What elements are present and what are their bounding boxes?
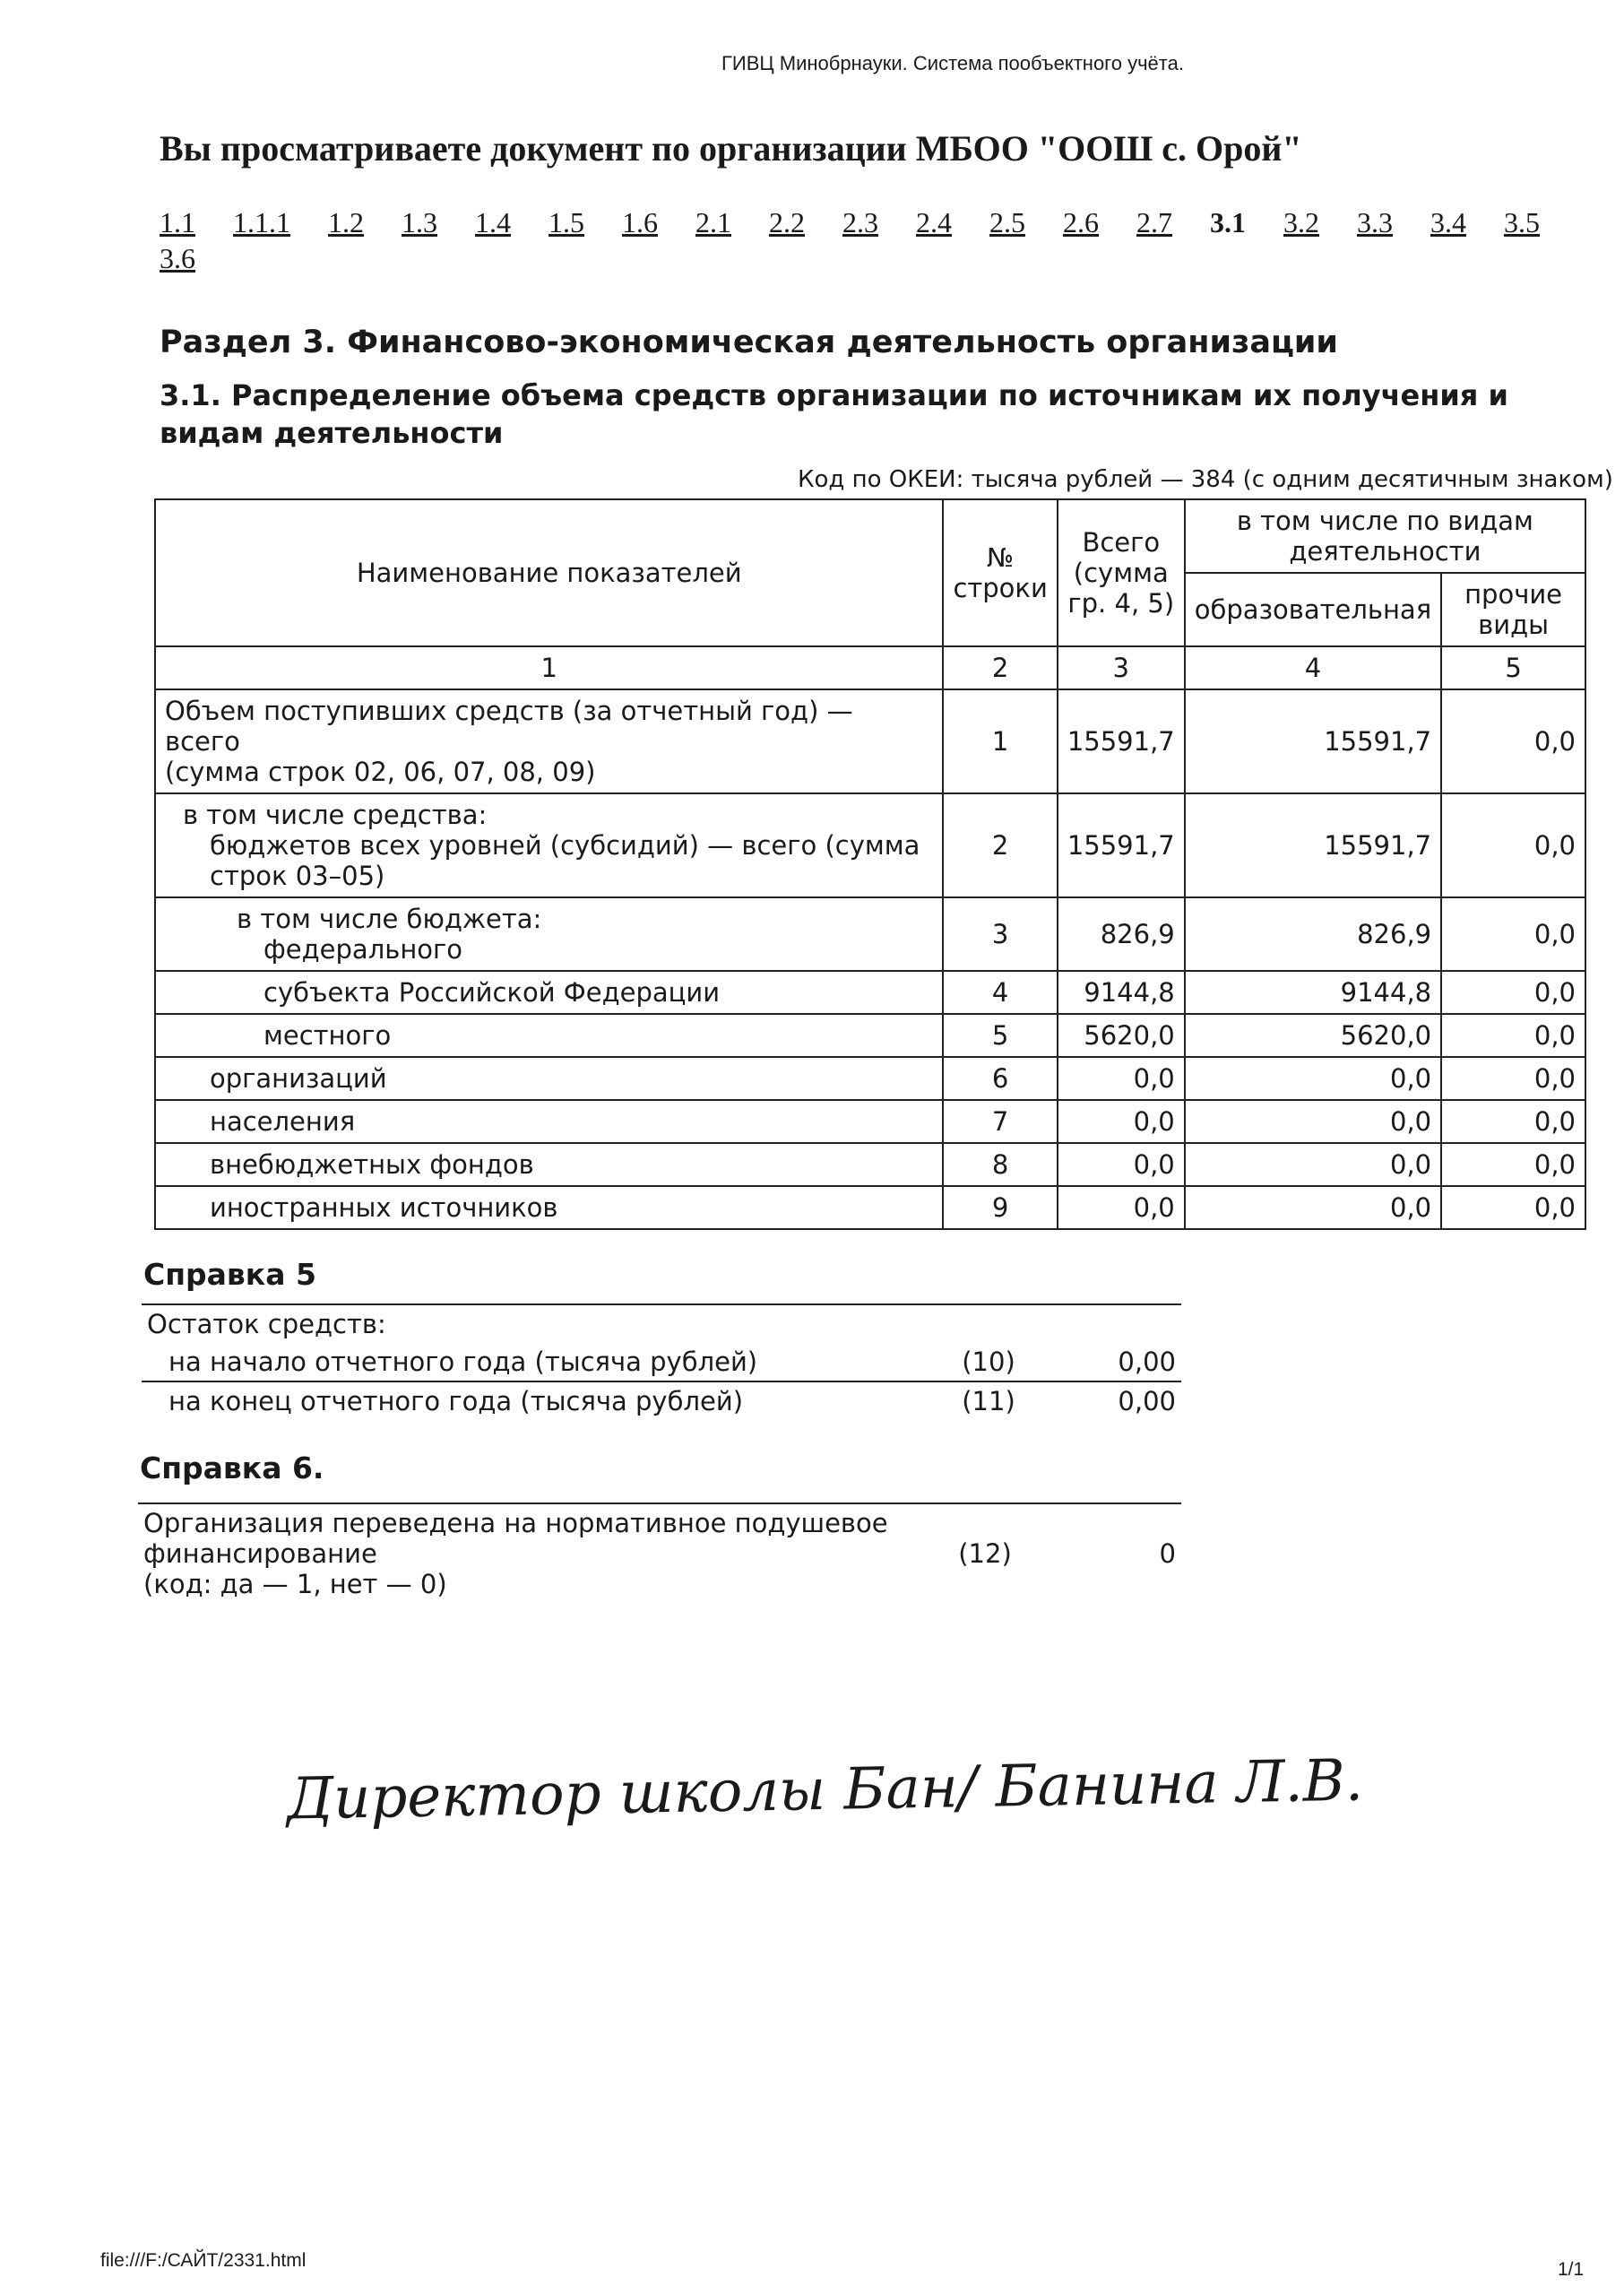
row-educational: 826,9 <box>1185 897 1441 971</box>
table-row <box>155 1057 1585 1100</box>
row-name <box>155 1143 943 1186</box>
row-other: 0,0 <box>1441 793 1585 897</box>
ref6-line: финансирование <box>143 1538 377 1569</box>
section-link-1-6[interactable]: 1.6 <box>622 206 658 238</box>
row-number: 4 <box>943 971 1057 1014</box>
header-by-activity: в том числе по видам деятельности <box>1185 499 1585 573</box>
section-links <box>160 204 1594 276</box>
header-name: Наименование показателей <box>155 499 943 646</box>
row-name-line: федерального <box>263 934 463 965</box>
ref6-text <box>138 1503 918 1603</box>
col-number: 3 <box>1058 646 1185 689</box>
row-total: 15591,7 <box>1058 793 1185 897</box>
row-name-line: внебюджетных фондов <box>210 1149 534 1180</box>
ref5-title: Справка 5 <box>143 1257 316 1292</box>
table-row <box>155 971 1585 1014</box>
section-link-1-2[interactable]: 1.2 <box>328 206 364 238</box>
row-name <box>155 1186 943 1229</box>
table-row <box>155 689 1585 793</box>
section-link-2-3[interactable]: 2.3 <box>842 206 878 238</box>
row-number: 3 <box>943 897 1057 971</box>
system-header: ГИВЦ Минобрнауки. Система пообъектного учёта. <box>721 52 1184 74</box>
footer-file-path: file:///F:/САЙТ/2331.html <box>100 2250 307 2271</box>
section-link-1-4[interactable]: 1.4 <box>475 206 511 238</box>
section-link-3-1[interactable]: 3.1 <box>1210 206 1246 238</box>
row-name-line: в том числе бюджета: <box>237 904 542 934</box>
handwritten-signature: Директор школы Бан/ Банина Л.В. <box>286 1747 1364 1833</box>
col-number: 5 <box>1441 646 1585 689</box>
ref5-table <box>142 1303 1181 1420</box>
section-link-3-2[interactable]: 3.2 <box>1283 206 1319 238</box>
row-name <box>155 897 943 971</box>
row-name <box>155 689 943 793</box>
table-row <box>155 1186 1585 1229</box>
section-link-1-1-1[interactable]: 1.1.1 <box>233 206 290 238</box>
section-link-2-4[interactable]: 2.4 <box>916 206 952 238</box>
table-row <box>155 1014 1585 1057</box>
section-link-2-1[interactable]: 2.1 <box>695 206 731 238</box>
ref5-value: 0,00 <box>1056 1381 1181 1420</box>
row-total: 5620,0 <box>1058 1014 1185 1057</box>
section-link-1-1[interactable]: 1.1 <box>160 206 195 238</box>
footer-page-number: 1/1 <box>1558 2259 1585 2280</box>
row-number: 2 <box>943 793 1057 897</box>
header-total: Всего (сумма гр. 4, 5) <box>1058 499 1185 646</box>
ref6-line: (код: да — 1, нет — 0) <box>143 1569 447 1599</box>
row-total: 0,0 <box>1058 1100 1185 1143</box>
row-name <box>155 1100 943 1143</box>
row-name <box>155 1057 943 1100</box>
table-row <box>155 1100 1585 1143</box>
ref5-heading: Остаток средств: <box>142 1304 1181 1343</box>
ref6-table <box>138 1503 1181 1603</box>
row-number: 9 <box>943 1186 1057 1229</box>
ref6-row <box>138 1503 1181 1603</box>
section-link-3-4[interactable]: 3.4 <box>1430 206 1466 238</box>
row-educational: 0,0 <box>1185 1057 1441 1100</box>
row-total: 826,9 <box>1058 897 1185 971</box>
row-total: 0,0 <box>1058 1186 1185 1229</box>
row-total: 15591,7 <box>1058 689 1185 793</box>
ref6-title: Справка 6. <box>140 1451 324 1485</box>
row-total: 0,0 <box>1058 1057 1185 1100</box>
row-educational: 15591,7 <box>1185 689 1441 793</box>
row-number: 6 <box>943 1057 1057 1100</box>
row-other: 0,0 <box>1441 1014 1585 1057</box>
ref5-row <box>142 1343 1181 1381</box>
row-educational: 0,0 <box>1185 1186 1441 1229</box>
subsection-title: 3.1. Распределение объема средств организации по источникам их получения и видам деятельности <box>160 378 1508 450</box>
row-number: 8 <box>943 1143 1057 1186</box>
row-other: 0,0 <box>1441 971 1585 1014</box>
row-total: 9144,8 <box>1058 971 1185 1014</box>
row-educational: 5620,0 <box>1185 1014 1441 1057</box>
ref5-code: (11) <box>921 1381 1056 1420</box>
row-educational: 9144,8 <box>1185 971 1441 1014</box>
table-row <box>155 897 1585 971</box>
col-number: 2 <box>943 646 1057 689</box>
ref5-value: 0,00 <box>1118 1347 1176 1377</box>
section-link-3-3[interactable]: 3.3 <box>1357 206 1393 238</box>
header-educational: образовательная <box>1185 573 1441 646</box>
row-number: 5 <box>943 1014 1057 1057</box>
col-number: 4 <box>1185 646 1441 689</box>
ref5-row <box>142 1381 1181 1420</box>
row-name-line: в том числе средства: <box>183 800 488 830</box>
col-number: 1 <box>155 646 943 689</box>
finance-table <box>154 498 1586 1230</box>
ref6-code: (12) <box>918 1503 1052 1603</box>
row-name-line: организаций <box>210 1063 387 1094</box>
row-name-line: местного <box>263 1020 392 1051</box>
ref5-code: (10) <box>962 1347 1015 1377</box>
row-name <box>155 1014 943 1057</box>
row-educational: 15591,7 <box>1185 793 1441 897</box>
section-title: Раздел 3. Финансово-экономическая деятельность организации <box>160 325 1338 360</box>
row-other: 0,0 <box>1441 897 1585 971</box>
row-other: 0,0 <box>1441 1186 1585 1229</box>
row-number: 7 <box>943 1100 1057 1143</box>
row-other: 0,0 <box>1441 1100 1585 1143</box>
row-educational: 0,0 <box>1185 1100 1441 1143</box>
table-row <box>155 793 1585 897</box>
row-name-line: иностранных источников <box>210 1192 558 1223</box>
table-header-row <box>155 499 1585 573</box>
section-link-3-6[interactable]: 3.6 <box>160 242 195 274</box>
ref6-value: 0 <box>1052 1503 1181 1603</box>
row-name <box>155 793 943 897</box>
section-link-1-3[interactable]: 1.3 <box>402 206 437 238</box>
section-link-1-5[interactable]: 1.5 <box>549 206 584 238</box>
row-number: 1 <box>943 689 1057 793</box>
row-other: 0,0 <box>1441 1057 1585 1100</box>
row-name <box>155 971 943 1014</box>
row-name-line: субъекта Российской Федерации <box>263 977 721 1008</box>
ref5-heading-row <box>142 1304 1181 1343</box>
table-row <box>155 1143 1585 1186</box>
row-total: 0,0 <box>1058 1143 1185 1186</box>
row-name-line: Объем поступивших средств (за отчетный год) — всего <box>165 696 853 757</box>
row-name-line: бюджетов всех уровней (субсидий) — всего (сумма строк 03–05) <box>210 830 920 891</box>
ref5-label: на конец отчетного года (тысяча рублей) <box>142 1381 921 1420</box>
row-other: 0,0 <box>1441 689 1585 793</box>
ref6-line: Организация переведена на нормативное подушевое <box>143 1508 888 1538</box>
section-link-2-6[interactable]: 2.6 <box>1063 206 1099 238</box>
row-educational: 0,0 <box>1185 1143 1441 1186</box>
header-row-no: № строки <box>943 499 1057 646</box>
section-link-2-2[interactable]: 2.2 <box>769 206 805 238</box>
section-link-2-7[interactable]: 2.7 <box>1136 206 1172 238</box>
document-title: Вы просматриваете документ по организации МБОО "ООШ с. Орой" <box>160 128 1302 169</box>
ref5-label: на начало отчетного года (тысяча рублей) <box>168 1347 758 1377</box>
row-other: 0,0 <box>1441 1143 1585 1186</box>
table-body <box>155 689 1585 1229</box>
header-other: прочие виды <box>1441 573 1585 646</box>
section-link-3-5[interactable]: 3.5 <box>1504 206 1540 238</box>
column-number-row <box>155 646 1585 689</box>
row-name-line: населения <box>210 1106 356 1137</box>
okei-code: Код по ОКЕИ: тысяча рублей — 384 (с одним десятичным знаком) <box>798 466 1613 493</box>
section-link-2-5[interactable]: 2.5 <box>989 206 1025 238</box>
row-name-line: (сумма строк 02, 06, 07, 08, 09) <box>165 757 596 787</box>
